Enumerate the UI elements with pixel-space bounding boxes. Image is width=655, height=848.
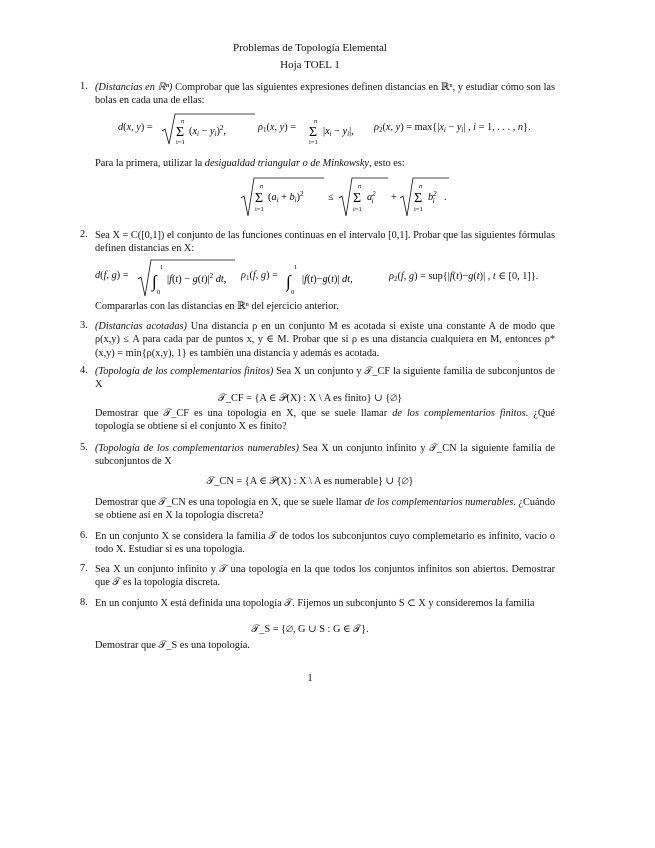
svg-text:(xi − yi)2,: (xi − yi)$^2$, bbox=[189, 124, 226, 138]
svg-text:n: n bbox=[314, 118, 318, 125]
document-subtitle: Hoja TOEL 1 bbox=[280, 59, 340, 71]
problem-2-formula: d(f, g) = ∫ 1 0 $|f(t) - g(t)|^2$ dt, $\rho_1(f$, g) = ∫ 1 0 |f(t)−g(t)| dt, $\rho_2(f$, g) = sup{|f(t)−g(t)| , t ∈ [0, 1]}. bbox=[95, 257, 555, 297]
svg-text:Σ: Σ bbox=[309, 125, 318, 140]
svg-text:1: 1 bbox=[160, 264, 164, 271]
svg-text:Σ: Σ bbox=[353, 191, 362, 206]
problem-5-question: Demostrar que 𝒯_CN es una topología en X, que se suele llamar de los complementarios numerables. ¿Cuándo se obtiene así en X la topología discreta? bbox=[95, 497, 555, 522]
svg-text:n: n bbox=[419, 183, 423, 190]
svg-text:Σ: Σ bbox=[176, 125, 185, 140]
svg-text:(ai + bi)2: (ai + bi)$^2$ bbox=[268, 190, 304, 204]
problem-4-lead: (Topología de los complementarios finitos) bbox=[95, 366, 274, 377]
problem-4-statement: Sea X un conjunto y 𝒯_CF la siguiente familia de subconjuntos de X bbox=[95, 366, 556, 391]
problem-5-text bbox=[95, 442, 555, 469]
problem-6-number: 6. bbox=[80, 530, 88, 541]
problem-5-term: de los complementarios numerables bbox=[364, 497, 514, 508]
problem-3-lead: (Distancias acotadas) bbox=[95, 321, 187, 332]
svg-text:n: n bbox=[260, 183, 264, 190]
sqrt-sum-formula bbox=[161, 112, 256, 146]
problem-1-formula: d(x, y) = n Σ i=1 (xi − yi)$^2$, $\rho_1(x$, y) = n Σ i=1 |xi − yi|, $\rho_2(x$, $y) = \max\{|x_i - y_i|$ , i = 1, . . . , n}. bbox=[118, 112, 538, 146]
svg-text:i=1: i=1 bbox=[414, 206, 423, 213]
svg-text:+: + bbox=[391, 192, 397, 203]
problem-3-text bbox=[95, 320, 555, 360]
minkowsky-inequality-term: desigualdad triangular o de Minkowsky bbox=[204, 158, 369, 169]
page-number: 1 bbox=[307, 672, 313, 684]
problem-1-hint: Para la primera, utilizar la desigualdad triangular o de Minkowsky, esto es: bbox=[95, 158, 405, 169]
svg-text:≤: ≤ bbox=[328, 192, 334, 203]
problem-7-text: Sea X un conjunto infinito y 𝒯 una topología en la que todos los conjuntos infinitos son abiertos. Demostrar que 𝒯 es la topología discreta. bbox=[95, 564, 555, 589]
svg-text:∫: ∫ bbox=[152, 272, 157, 291]
problem-3-statement: Una distancia ρ en un conjunto M es acotada si existe una constante A de modo que ρ(x,y) ≤ A para cada par de puntos x, y ∈ M. Probar que si ρ es una distancia cualquiera en M, entonces ρ*(x,y) = min{ρ(x,y), 1} es también una distancia y además es acotada. bbox=[95, 321, 555, 359]
problem-1-lead: (Distancias en ℝⁿ) bbox=[95, 82, 173, 93]
svg-text:|f(t) − g(t)|2 dt,: $|f(t) - g(t)|^2$ dt, bbox=[167, 272, 227, 285]
svg-text:i=1: i=1 bbox=[309, 139, 318, 146]
problem-8-conclusion: Demostrar que 𝒯_S es una topología. bbox=[95, 640, 250, 651]
problem-2-compare: Compararlas con las distancias en ℝⁿ del ejercicio anterior. bbox=[95, 301, 339, 312]
svg-text:i=1: i=1 bbox=[176, 139, 185, 146]
problem-3-number: 3. bbox=[80, 320, 88, 331]
problem-4-term: de los complementarios finitos bbox=[392, 408, 526, 419]
problem-8-text: En un conjunto X está definida una topología 𝒯. Fijemos un subconjunto S ⊂ X y consideremos la familia bbox=[95, 598, 535, 609]
problem-4-text bbox=[95, 365, 555, 392]
svg-text:i=1: i=1 bbox=[255, 206, 264, 213]
problem-7-number: 7. bbox=[80, 563, 88, 574]
svg-text:0: 0 bbox=[291, 289, 295, 296]
svg-text:b2i: $b^2$ i bbox=[428, 190, 437, 205]
problem-8-formula: 𝒯_S = {∅, G ∪ S : G ∈ 𝒯}. bbox=[251, 624, 369, 635]
integral-abs-formula bbox=[286, 257, 406, 297]
problem-2-text: Sea X = C([0,1]) el conjunto de las funciones continuas en el intervalo [0,1]. Probar que las siguientes fórmulas definen distancias en X: bbox=[95, 230, 555, 255]
minkowsky-formula bbox=[240, 174, 540, 218]
svg-text:a2i: $a^2$ i bbox=[367, 190, 376, 205]
problem-1-statement: Comprobar que las siguientes expresiones definen distancias en ℝⁿ, y estudiar cómo son las bolas en cada una de ellas: bbox=[95, 82, 556, 107]
problem-5-number: 5. bbox=[80, 442, 88, 453]
svg-text:i=1: i=1 bbox=[353, 206, 362, 213]
svg-text:1: 1 bbox=[294, 264, 298, 271]
svg-text:0: 0 bbox=[157, 289, 161, 296]
problem-5-formula: 𝒯_CN = {A ∈ 𝒫(X) : X \ A es numerable} ∪ {∅} bbox=[206, 476, 414, 487]
problem-4-question: Demostrar que 𝒯_CF es una topología en X, que se suele llamar de los complementarios finitos. ¿Qué topología se obtiene si el conjunto X es finito? bbox=[95, 408, 555, 433]
svg-text:|f(t)−g(t)| dt,: |f(t)−g(t)| dt, bbox=[302, 274, 353, 285]
document-title: Problemas de Topología Elemental bbox=[233, 42, 387, 54]
problem-4-number: 4. bbox=[80, 365, 88, 376]
problem-8-number: 8. bbox=[80, 597, 88, 608]
problem-1-text bbox=[95, 81, 555, 108]
problem-5-lead: (Topología de los complementarios numerables) bbox=[95, 443, 299, 454]
problem-5-statement: Sea X un conjunto infinito y 𝒯_CN la siguiente familia de subconjuntos de X bbox=[95, 443, 555, 468]
svg-text:n: n bbox=[358, 183, 362, 190]
svg-text:Σ: Σ bbox=[414, 191, 423, 206]
integral-sqrt-formula bbox=[137, 257, 237, 297]
svg-text:n: n bbox=[181, 118, 185, 125]
svg-text:∫: ∫ bbox=[286, 272, 291, 291]
problem-1-number: 1. bbox=[80, 81, 88, 92]
svg-text:Σ: Σ bbox=[255, 191, 264, 206]
problem-6-text: En un conjunto X se considera la familia 𝒯 de todos los subconjuntos cuyo complemetario es infinito, vacío o todo X. Estudiar si es una topología. bbox=[95, 531, 555, 556]
svg-text:|xi − yi|,: |xi − yi|, bbox=[323, 126, 354, 138]
svg-text:.: . bbox=[444, 192, 447, 203]
problem-2-number: 2. bbox=[80, 229, 88, 240]
problem-4-formula: 𝒯_CF = {A ∈ 𝒫(X) : X \ A es finito} ∪ {∅} bbox=[217, 393, 403, 404]
